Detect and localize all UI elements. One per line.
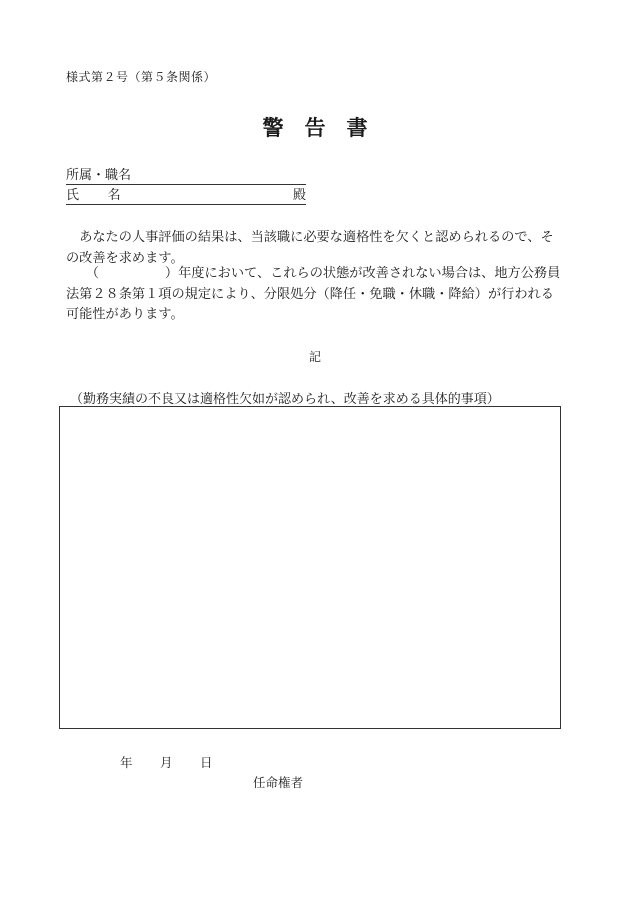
detail-box	[59, 406, 561, 729]
document-title: 警 告 書	[262, 115, 368, 140]
affiliation-label: 所属・職名	[66, 168, 132, 183]
affiliation-field	[66, 168, 306, 185]
date-month: 月	[160, 755, 173, 770]
honorific-suffix: 殿	[292, 188, 306, 203]
date-year: 年	[120, 755, 133, 770]
detail-box-caption: （勤務実績の不良又は適格性欠如が認められ、改善を求める具体的事項）	[70, 392, 500, 407]
ki-heading: 記	[308, 350, 321, 364]
body-paragraph-2: （ ）年度において、これらの状態が改善されない場合は、地方公務員法第２８条第１項の規定により、分限処分（降任・免職・休職・降給）が行われる可能性があります。	[66, 266, 561, 322]
form-number: 様式第２号（第５条関係）	[66, 70, 217, 84]
date-day: 日	[200, 755, 213, 770]
name-field	[66, 188, 306, 205]
date-line	[120, 753, 213, 771]
body-paragraph-1: あなたの人事評価の結果は、当該職に必要な適格性を欠くと認められるので、その改善を求めます。	[66, 230, 554, 266]
name-label: 氏名	[66, 188, 150, 203]
appointing-authority: 任命権者	[253, 775, 304, 790]
